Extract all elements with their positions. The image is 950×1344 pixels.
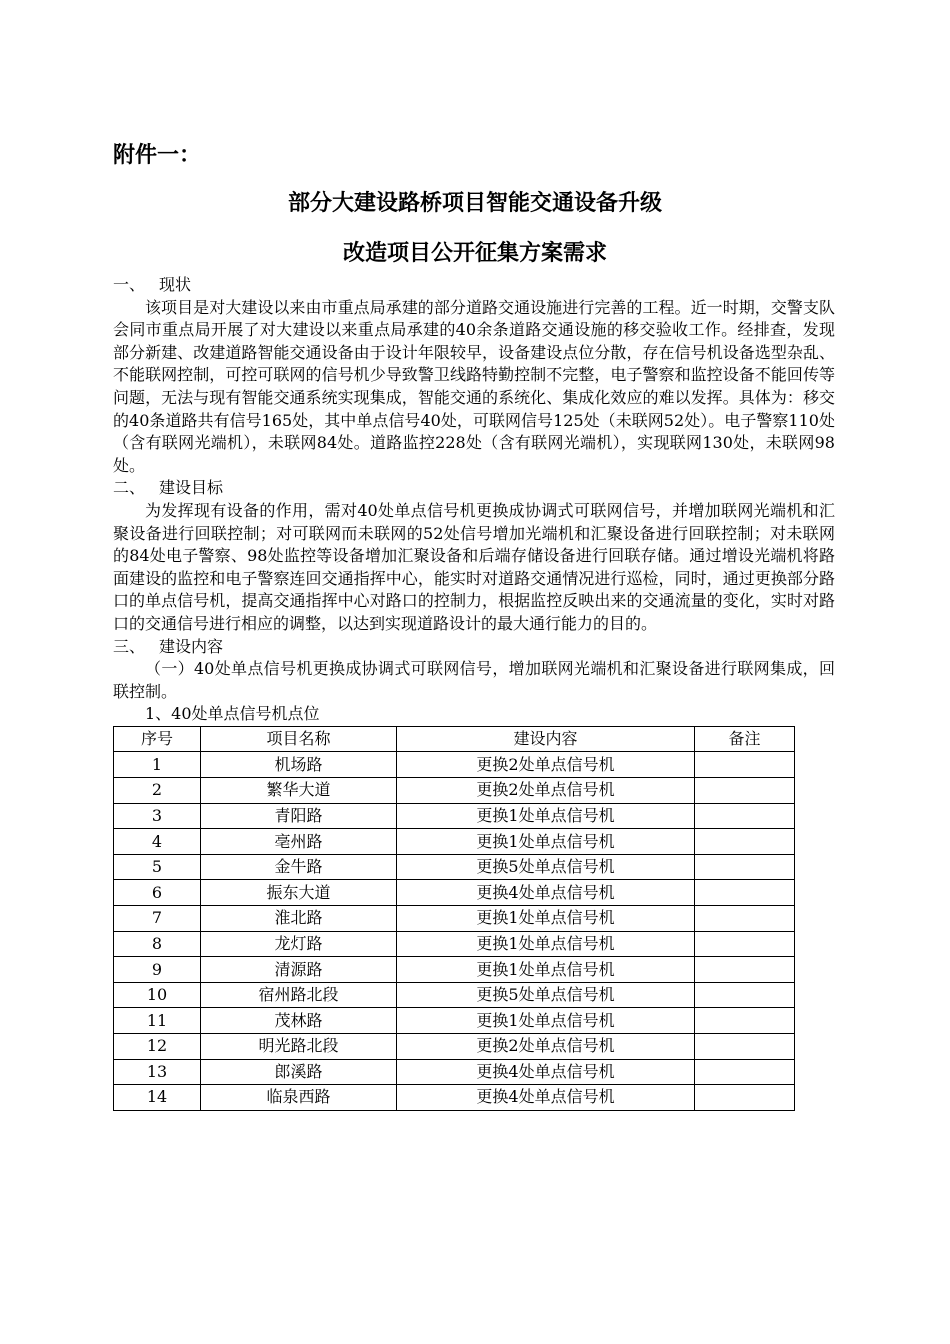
header-remarks: 备注 xyxy=(695,726,795,752)
cell-index: 2 xyxy=(114,778,201,804)
cell-index: 10 xyxy=(114,982,201,1008)
cell-index: 12 xyxy=(114,1034,201,1060)
table-row xyxy=(114,906,795,932)
table-header-row xyxy=(114,726,795,752)
cell-index: 1 xyxy=(114,752,201,778)
cell-index: 8 xyxy=(114,931,201,957)
cell-index: 4 xyxy=(114,829,201,855)
table-row xyxy=(114,829,795,855)
table-row xyxy=(114,880,795,906)
cell-project-name: 临泉西路 xyxy=(201,1085,397,1111)
table-row xyxy=(114,957,795,983)
section-title: 建设目标 xyxy=(159,478,224,498)
cell-index: 9 xyxy=(114,957,201,983)
paragraph-status: 该项目是对大建设以来由市重点局承建的部分道路交通设施进行完善的工程。近一时期，交警支队会同市重点局开展了对大建设以来重点局承建的40余条道路交通设施的移交验收工作。经排查，发现部分新建、改建道路智能交通设备由于设计年限较早，设备建设点位分散，存在信号机设备选型杂乱、不能联网控制，可控可联网的信号机少导致警卫线路特勤控制不完整，电子警察和监控设备不能回传等问题，无法与现有智能交通系统实现集成，智能交通的系统化、集成化效应的难以发挥。具体为：移交的40条道路共有信号165处，其中单点信号40处，可联网信号125处（未联网52处）。电子警察110处（含有联网光端机），未联网84处。道路监控228处（含有联网光端机），实现联网130处，未联网98处。 xyxy=(113,297,835,475)
cell-construction-content: 更换5处单点信号机 xyxy=(397,982,695,1008)
cell-remarks xyxy=(695,1034,795,1060)
cell-construction-content: 更换1处单点信号机 xyxy=(397,906,695,932)
cell-remarks xyxy=(695,803,795,829)
cell-remarks xyxy=(695,931,795,957)
cell-remarks xyxy=(695,752,795,778)
cell-project-name: 繁华大道 xyxy=(201,778,397,804)
table-row xyxy=(114,1034,795,1060)
cell-index: 14 xyxy=(114,1085,201,1111)
cell-remarks xyxy=(695,854,795,880)
cell-project-name: 机场路 xyxy=(201,752,397,778)
paragraph-content: （一）40处单点信号机更换成协调式可联网信号，增加联网光端机和汇聚设备进行联网集成，回联控制。 xyxy=(113,659,835,701)
cell-project-name: 清源路 xyxy=(201,957,397,983)
table-row xyxy=(114,752,795,778)
cell-remarks xyxy=(695,906,795,932)
table-row xyxy=(114,778,795,804)
cell-construction-content: 更换1处单点信号机 xyxy=(397,957,695,983)
section-title: 建设内容 xyxy=(159,636,224,656)
table-row xyxy=(114,854,795,880)
table-row xyxy=(114,1008,795,1034)
paragraph-goals: 为发挥现有设备的作用，需对40处单点信号机更换成协调式可联网信号，并增加联网光端机和汇聚设备进行回联控制；对可联网而未联网的52处信号增加光端机和汇聚设备进行回联控制；对未联网的84处电子警察、98处监控等设备增加汇聚设备和后端存储设备进行回联存储。通过增设光端机将路面建设的监控和电子警察连回交通指挥中心，能实时对道路交通情况进行巡检，同时，通过更换部分路口的单点信号机，提高交通指挥中心对路口的控制力，根据监控反映出来的交通流量的变化，实时对路口的交通信号进行相应的调整，以达到实现道路设计的最大通行能力的目的。 xyxy=(113,500,835,633)
cell-remarks xyxy=(695,778,795,804)
annex-label: 附件一： xyxy=(113,143,202,168)
cell-index: 11 xyxy=(114,1008,201,1034)
cell-construction-content: 更换4处单点信号机 xyxy=(397,880,695,906)
section-number: 二、 xyxy=(113,478,146,498)
cell-construction-content: 更换2处单点信号机 xyxy=(397,1034,695,1060)
cell-construction-content: 更换5处单点信号机 xyxy=(397,854,695,880)
cell-index: 6 xyxy=(114,880,201,906)
document-body xyxy=(113,274,835,1111)
table-row xyxy=(114,1059,795,1085)
cell-construction-content: 更换1处单点信号机 xyxy=(397,931,695,957)
cell-index: 13 xyxy=(114,1059,201,1085)
cell-project-name: 淮北路 xyxy=(201,906,397,932)
cell-project-name: 金牛路 xyxy=(201,854,397,880)
table-caption: 1、40处单点信号机点位 xyxy=(145,704,320,724)
signal-points-table xyxy=(113,726,795,1111)
table-body xyxy=(114,752,795,1110)
cell-construction-content: 更换2处单点信号机 xyxy=(397,752,695,778)
cell-project-name: 龙灯路 xyxy=(201,931,397,957)
cell-project-name: 亳州路 xyxy=(201,829,397,855)
section-heading-status xyxy=(113,274,835,297)
section-number: 一、 xyxy=(113,275,146,294)
section-number: 三、 xyxy=(113,636,146,656)
cell-construction-content: 更换1处单点信号机 xyxy=(397,803,695,829)
cell-project-name: 郎溪路 xyxy=(201,1059,397,1085)
document-title-line-2: 改造项目公开征集方案需求 xyxy=(342,241,607,266)
cell-remarks xyxy=(695,880,795,906)
document-title-line-1: 部分大建设路桥项目智能交通设备升级 xyxy=(287,191,662,216)
cell-project-name: 明光路北段 xyxy=(201,1034,397,1060)
cell-construction-content: 更换1处单点信号机 xyxy=(397,829,695,855)
section-title: 现状 xyxy=(159,275,192,294)
cell-remarks xyxy=(695,829,795,855)
header-project-name: 项目名称 xyxy=(201,726,397,752)
cell-project-name: 宿州路北段 xyxy=(201,982,397,1008)
cell-remarks xyxy=(695,1059,795,1085)
cell-project-name: 青阳路 xyxy=(201,803,397,829)
cell-index: 7 xyxy=(114,906,201,932)
cell-construction-content: 更换1处单点信号机 xyxy=(397,1008,695,1034)
cell-remarks xyxy=(695,982,795,1008)
header-construction-content: 建设内容 xyxy=(397,726,695,752)
cell-index: 3 xyxy=(114,803,201,829)
section-heading-content xyxy=(113,636,835,659)
cell-construction-content: 更换4处单点信号机 xyxy=(397,1059,695,1085)
section-heading-goals xyxy=(113,477,835,500)
table-row xyxy=(114,1085,795,1111)
table-row xyxy=(114,982,795,1008)
cell-index: 5 xyxy=(114,854,201,880)
cell-project-name: 振东大道 xyxy=(201,880,397,906)
table-row xyxy=(114,803,795,829)
cell-remarks xyxy=(695,957,795,983)
cell-construction-content: 更换4处单点信号机 xyxy=(397,1085,695,1111)
cell-project-name: 茂林路 xyxy=(201,1008,397,1034)
table-row xyxy=(114,931,795,957)
header-index: 序号 xyxy=(114,726,201,752)
cell-remarks xyxy=(695,1085,795,1111)
cell-remarks xyxy=(695,1008,795,1034)
cell-construction-content: 更换2处单点信号机 xyxy=(397,778,695,804)
